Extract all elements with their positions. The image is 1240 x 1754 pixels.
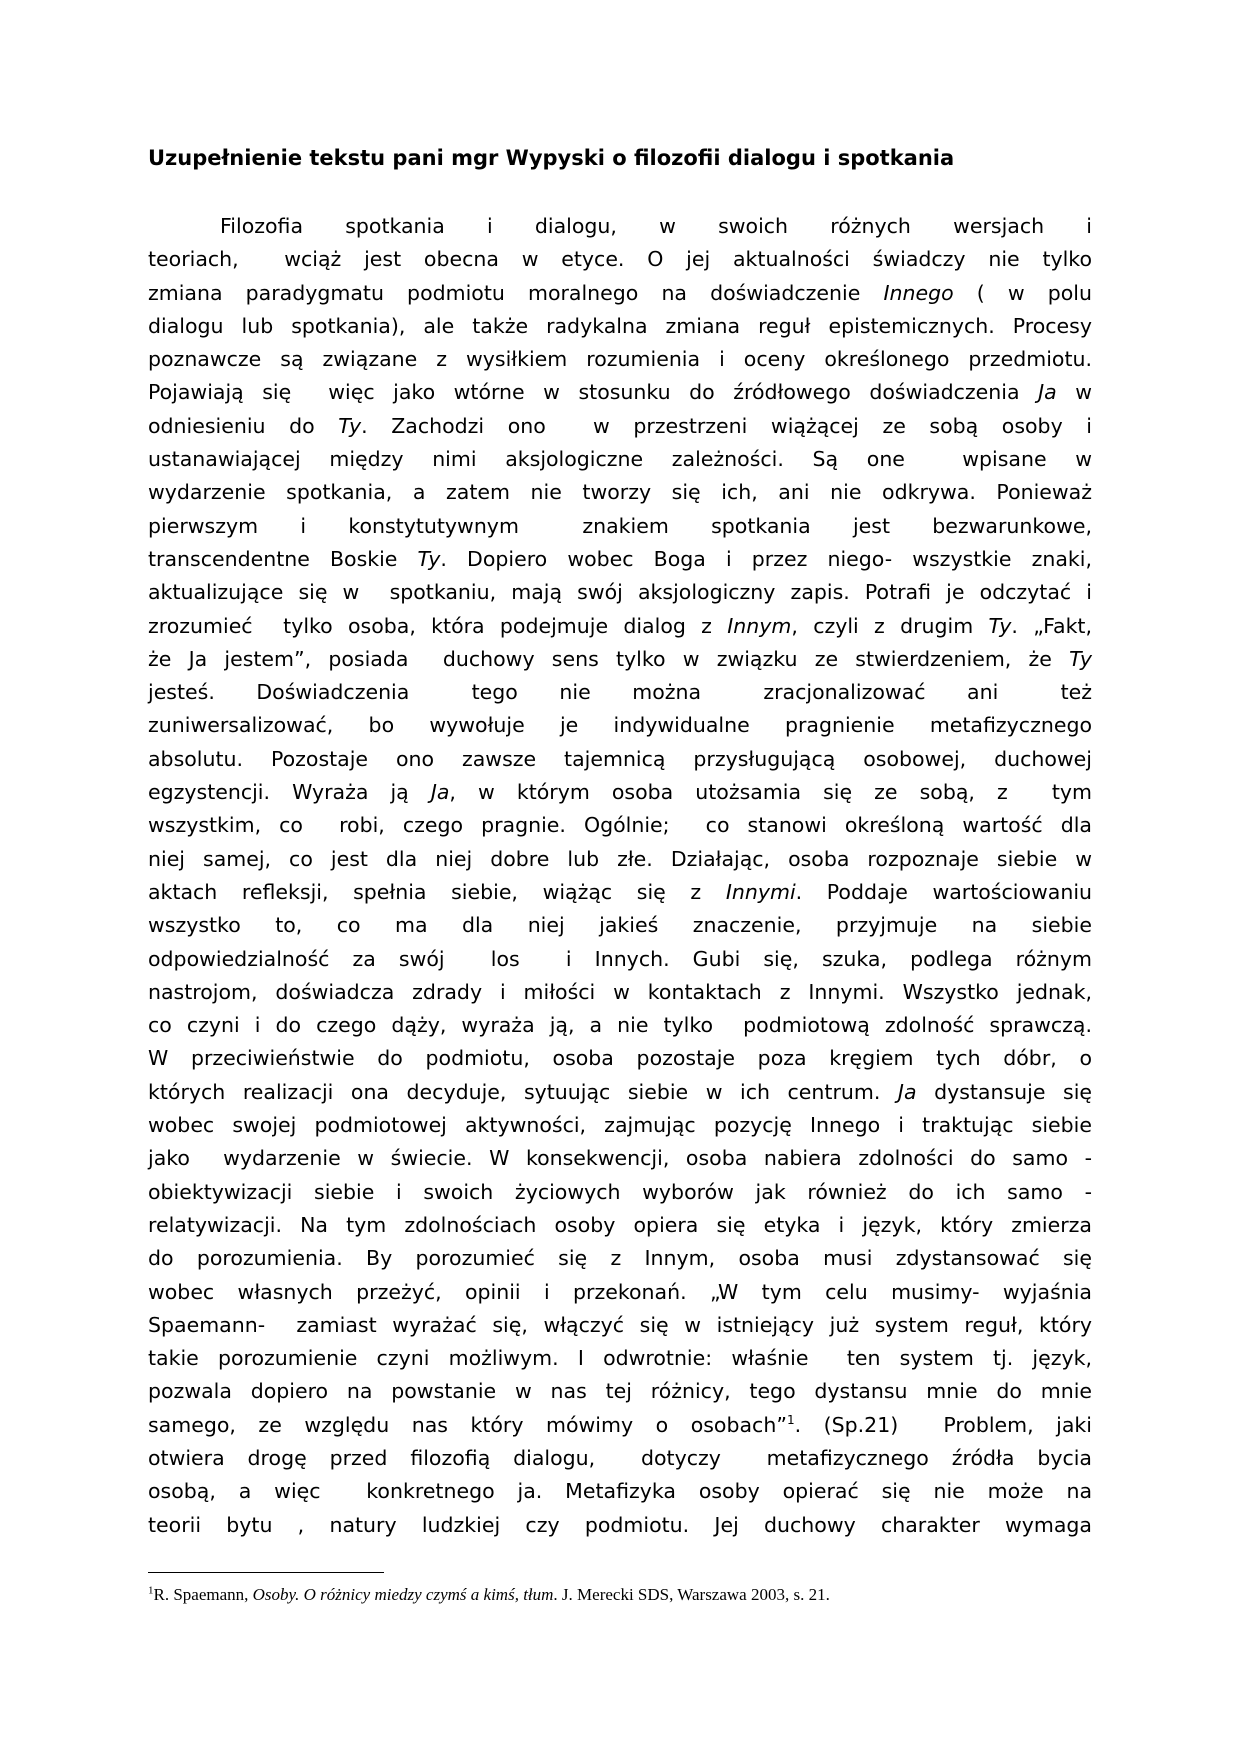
- footnote-separator: [148, 1572, 384, 1573]
- text-line: wszystko to, co ma dla niej jakieś znaczenie, przyjmuje na siebie: [148, 913, 1092, 938]
- text-line: dialogu lub spotkania), ale także radykalna zmiana reguł epistemicznych. Procesy: [148, 313, 1092, 338]
- text-line: niej samej, co jest dla niej dobre lub złe. Działając, osoba rozpoznaje siebie w: [148, 846, 1092, 871]
- document-title: Uzupełnienie tekstu pani mgr Wypyski o filozofii dialogu i spotkania: [148, 146, 955, 170]
- text-line: transcendentne Boskie Ty. Dopiero wobec Boga i przez niego- wszystkie znaki,: [148, 546, 1092, 571]
- text-line: pierwszym i konstytutywnym znakiem spotkania jest bezwarunkowe,: [148, 513, 1092, 538]
- text-line: poznawcze są związane z wysiłkiem rozumienia i oceny określonego przedmiotu.: [148, 347, 1092, 372]
- footnote: [148, 1585, 1098, 1605]
- text-line: teoriach, wciąż jest obecna w etyce. O jej aktualności świadczy nie tylko: [148, 247, 1092, 272]
- body-paragraph: [148, 210, 1092, 1542]
- text-line: absolutu. Pozostaje ono zawsze tajemnicą przysługującą osobowej, duchowej: [148, 746, 1092, 771]
- text-line: obiektywizacji siebie i swoich życiowych wyborów jak również do ich samo -: [148, 1179, 1092, 1204]
- footnote-work-title: Osoby. O różnicy miedzy czymś a kimś, tłum: [252, 1585, 554, 1604]
- text-line: aktualizujące się w spotkaniu, mają swój aksjologiczny zapis. Potrafi je odczytać i: [148, 580, 1092, 605]
- text-line: wobec swojej podmiotowej aktywności, zajmując pozycję Innego i traktując siebie: [148, 1113, 1092, 1138]
- text-line: aktach refleksji, spełnia siebie, wiążąc się z Innymi. Poddaje wartościowaniu: [148, 879, 1093, 904]
- text-line: relatywizacji. Na tym zdolnościach osoby opiera się etyka i język, który zmierza: [148, 1212, 1092, 1237]
- footnote-publication: . J. Merecki SDS, Warszawa 2003, s. 21.: [553, 1585, 830, 1604]
- text-line: wszystkim, co robi, czego pragnie. Ogólnie; co stanowi określoną wartość dla: [148, 813, 1092, 838]
- text-line: zuniwersalizować, bo wywołuje je indywidualne pragnienie metafizycznego: [148, 713, 1092, 738]
- text-line: zmiana paradygmatu podmiotu moralnego na doświadczenie Innego ( w polu: [148, 280, 1092, 305]
- text-line: co czyni i do czego dąży, wyraża ją, a nie tylko podmiotową zdolność sprawczą.: [148, 1013, 1092, 1038]
- text-line: wydarzenie spotkania, a zatem nie tworzy się ich, ani nie odkrywa. Ponieważ: [148, 480, 1092, 505]
- text-line: Filozofia spotkania i dialogu, w swoich różnych wersjach i: [220, 214, 1092, 238]
- text-line: jesteś. Doświadczenia tego nie można zracjonalizować ani też: [148, 680, 1092, 705]
- text-line: Pojawiają się więc jako wtórne w stosunku do źródłowego doświadczenia Ja w: [148, 380, 1092, 405]
- text-line: otwiera drogę przed filozofią dialogu, dotyczy metafizycznego źródła bycia: [148, 1445, 1092, 1470]
- text-line: nastrojom, doświadcza zdrady i miłości w kontaktach z Innymi. Wszystko jednak,: [148, 979, 1092, 1004]
- footnote-marker: 1: [148, 1584, 154, 1597]
- text-line: jako wydarzenie w świecie. W konsekwencji, osoba nabiera zdolności do samo -: [148, 1146, 1092, 1171]
- text-line: Spaemann- zamiast wyrażać się, włączyć się w istniejący już system reguł, który: [148, 1312, 1092, 1337]
- text-line: których realizacji ona decyduje, sytuując siebie w ich centrum. Ja dystansuje się: [148, 1079, 1092, 1104]
- text-line: że Ja jestem”, posiada duchowy sens tylko w związku ze stwierdzeniem, że Ty: [148, 646, 1092, 671]
- text-line: teorii bytu , natury ludzkiej czy podmiotu. Jej duchowy charakter wymaga: [148, 1512, 1092, 1537]
- text-line: odniesieniu do Ty. Zachodzi ono w przestrzeni wiążącej ze sobą osoby i: [148, 413, 1092, 438]
- text-line: zrozumieć tylko osoba, która podejmuje dialog z Innym, czyli z drugim Ty. „Fakt,: [148, 613, 1092, 638]
- footnote-author: R. Spaemann,: [153, 1585, 253, 1604]
- text-line: samego, ze względu nas który mówimy o osobach”$^1$. (Sp.21) Problem, jaki: [148, 1412, 1092, 1437]
- text-line: odpowiedzialność za swój los i Innych. Gubi się, szuka, podlega różnym: [148, 946, 1092, 971]
- text-line: takie porozumienie czyni możliwym. I odwrotnie: właśnie ten system tj. język,: [148, 1346, 1092, 1371]
- text-line: do porozumienia. By porozumieć się z Innym, osoba musi zdystansować się: [148, 1246, 1092, 1271]
- text-line: wobec własnych przeżyć, opinii i przekonań. „W tym celu musimy- wyjaśnia: [148, 1279, 1092, 1304]
- text-line: W przeciwieństwie do podmiotu, osoba pozostaje poza kręgiem tych dóbr, o: [148, 1046, 1092, 1071]
- footnote-reference[interactable]: 1: [786, 1412, 795, 1427]
- text-line: pozwala dopiero na powstanie w nas tej różnicy, tego dystansu mnie do mnie: [148, 1379, 1092, 1404]
- text-line: ustanawiającej między nimi aksjologiczne zależności. Są one wpisane w: [148, 447, 1092, 472]
- text-line: egzystencji. Wyraża ją Ja, w którym osoba utożsamia się ze sobą, z tym: [148, 780, 1092, 805]
- text-line: osobą, a więc konkretnego ja. Metafizyka osoby opierać się nie może na: [148, 1479, 1092, 1504]
